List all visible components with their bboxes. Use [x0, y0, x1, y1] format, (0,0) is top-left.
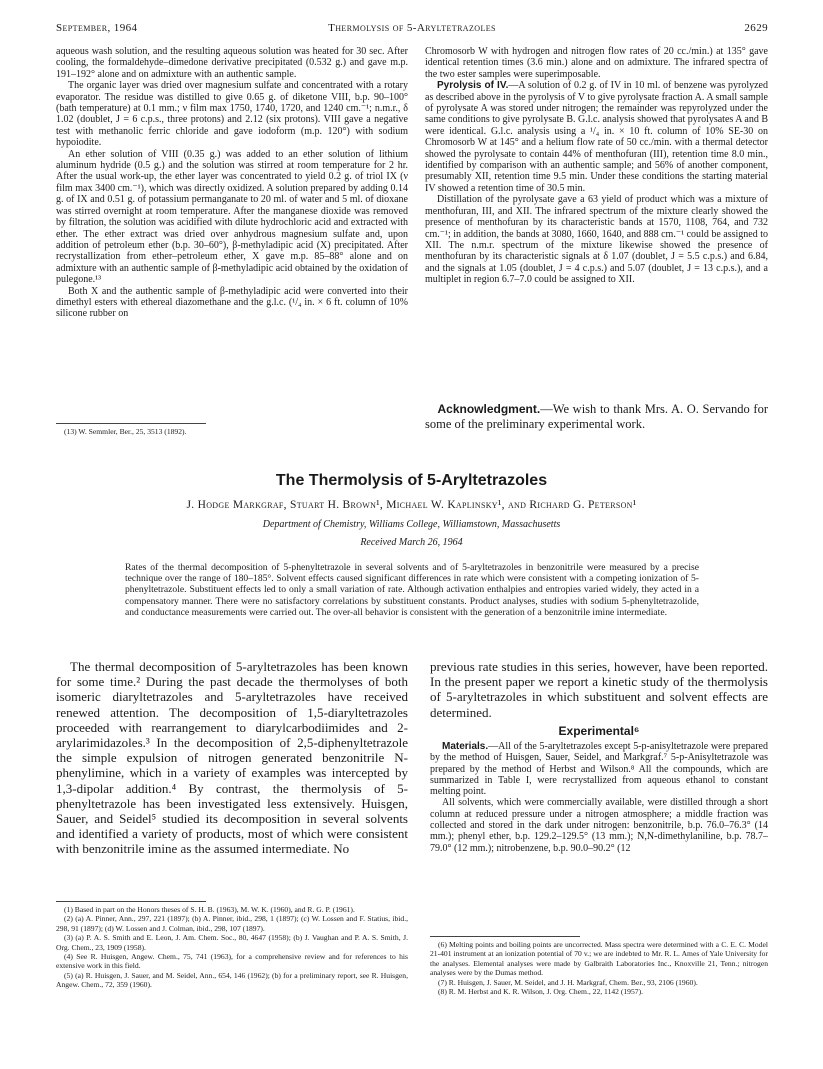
footnote — [56, 427, 408, 436]
paragraph: previous rate studies in this series, however, have been reported. In the present paper we report a kinetic study of the thermolysis of 5-aryltetrazoles in which substituent and solvent effects are determined. — [430, 659, 768, 720]
paragraph: All solvents, which were commercially available, were distilled through a short column at reduced pressure under a nitrogen atmosphere; a middle fraction was collected and stored in the dark under nitrogen: benzonitrile, b.p. 76.0–76.3° (14 mm.); phenyl ether, b.p. 129.2–129.5° (13 mm.); N,N-dimethylaniline, b.p. 78.7–79.0° (12 mm.); nitrobenzene, b.p. 90.0–90.2° (12 — [430, 797, 768, 854]
experimental-heading: Experimental⁶ — [558, 724, 640, 738]
abstract: Rates of the thermal decomposition of 5-phenyltetrazole in several solvents and of 5-aryltetrazoles in benzonitrile were measured by a precise technique over the range of 180–185°. Solvent effects caused significant differences in rate which were consistent with a competing ionization of 5-phenyltetrazole. Substituent effects led to only a small variation of rate. Although activation enthalpies and entropies varied widely, they acted in a compensatory manner. There were no satisfactory correlations by substituent constants. Product analyses, studies with sodium 5-phenyltetrazolide, and conductance measurements were carried out. The over-all behavior is consistent with the generation of a benzonitrile imine intermediate. — [125, 562, 699, 618]
footnote-13: (13) W. Semmler, Ber., 25, 3513 (1892). — [64, 427, 187, 436]
footnote-rule — [56, 423, 206, 424]
footnote-8: (8) R. M. Herbst and K. R. Wilson, J. Org. Chem., 22, 1142 (1957). — [438, 987, 643, 997]
footnote-6: (6) Melting points and boiling points are uncorrected. Mass spectra were determined with a C. E. C. Model 21-401 instrument at an ionization potential of 70 v.; we are indebted to Mr. R. L. Ames of Yale University for the analyses. Elemental analyses were made by Galbraith Laboratories Inc., Knoxville 21, Tenn.; nitrogen analyses were by the Dumas method. — [430, 940, 768, 978]
paragraph: Chromosorb W with hydrogen and nitrogen flow rates of 20 cc./min.) at 135° gave identical retention times (3.6 min.) alone and on admixture. The infrared spectra of the two ester samples were superimposable. — [425, 46, 768, 80]
section-lead: Materials. — [442, 741, 489, 752]
paragraph: An ether solution of VIII (0.35 g.) was added to an ether solution of lithium aluminum hydride (0.5 g.) and the solution was stirred at room temperature for 2 hr. After the usual work-up, the ether layer was concentrated to yield 0.2 g. of triol IX (ν film max 3400 cm.⁻¹), which was directly oxidized. A solution prepared by adding 0.14 g. of IX and 0.51 g. of potassium permanganate to 20 ml. of water and 5 ml. of dioxane was stirred overnight at room temperature. After the manganese dioxide was removed by filtration, the solution was acidified with dilute hydrochloric acid and extracted with ether. The ether extract was dried over anhydrous magnesium sulfate and, upon addition of petroleum ether (b.p. 30–60°), β-methyladipic acid (X) precipitated. After recrystallization from ether–petroleum ether, X gave m.p. 85–88° alone and on admixture with an authentic sample of β-methyladipic acid obtained by the oxidation of pulegone.¹³ — [56, 148, 408, 286]
paragraph: Both X and the authentic sample of β-methyladipic acid were converted into their dimethyl esters with ethereal diazomethane and the g.l.c. (¹/₄ in. × 6 ft. column of 10% silicone rubber on — [56, 285, 408, 320]
header-running-title: Thermolysis of 5-Aryltetrazoles — [328, 22, 496, 34]
running-header — [56, 22, 768, 38]
footnote-2: (2) (a) A. Pinner, Ann., 297, 221 (1897); (b) A. Pinner, ibid., 298, 1 (1897); (c) W. Lossen and F. Statius, ibid., 298, 91 (1897); (d) W. Lossen and J. Colman, ibid., 298, 107 (1897). — [56, 914, 408, 933]
paragraph-body: —A solution of 0.2 g. of IV in 10 ml. of benzene was pyrolyzed as described above in the pyrolysis of V to give pyrolysate fraction A. A small sample of pyrolysate A was stored under nitrogen; the remainder was repyrolyzed under the same conditions to give pyrolysate B. G.l.c. analysis showed that pyrolysates A and B were identical. G.l.c. analysis using a ¹/₄ in. × 10 ft. column of 10% SE-30 on Chromosorb W at 145° and a helium flow rate of 50 cc./min. with a thermal detector showed the pyrolysate to contain 44% of menthofuran (III), retention time 8.0 min., identified by comparison with an authentic sample; and 56% of another component, presumably XII, retention time 9.5 min. Under these conditions the starting material IV showed a retention time of 30.5 min. — [425, 80, 769, 194]
body-right-column — [430, 659, 768, 720]
paragraph — [430, 741, 768, 797]
paragraph: aqueous wash solution, and the resulting aqueous solution was heated for 30 sec. After cooling, the formaldehyde–dimedone derivative precipitated (0.532 g.) and gave m.p. 191–192° alone and on admixture with an authentic sample. — [56, 46, 408, 80]
paragraph: The organic layer was dried over magnesium sulfate and concentrated with a rotary evaporator. The residue was distilled to give 0.65 g. of diketone VIII, b.p. 90–100° (bath temperature) at 0.1 mm.; ν film max 1750, 1740, 1720, and 1240 cm.⁻¹; n.m.r., δ 1.02 (doublet, J = 6 c.p.s., three protons) and 2.12 (six protons). VIII gave a negative test with methanolic ferric chloride and gave iodoform (m.p. 120°) with sodium hypoiodite. — [56, 80, 408, 149]
footnote-1: (1) Based in part on the Honors theses of S. H. B. (1963), M. W. K. (1960), and R. G. P. (1961). — [64, 905, 355, 914]
acknowledgment — [425, 402, 768, 432]
experimental-section — [430, 741, 768, 854]
page-number: 2629 — [744, 22, 768, 34]
paragraph: Distillation of the pyrolysate gave a 63 yield of product which was a mixture of menthofuran, III, and XII. The infrared spectrum of the mixture clearly showed the presence of menthofuran by its characteristic bands at 1570, 1108, 764, and 732 cm.⁻¹; in addition, the bands at 3080, 1660, 1640, and 888 cm.⁻¹ could be assigned to XII. The n.m.r. spectrum of the mixture likewise showed the presence of menthofuran by its characteristic signals at δ 1.07 (doublet, J = 5.5 c.p.s.) and 6.84, and the signals at 1.05 (doublet, J = 4 c.p.s.) and 5.07 (doublet, J = 13 c.p.s.), and a multiplet in region 6.7–7.0 could be assigned to XII. — [425, 194, 768, 286]
footnotes-left — [56, 905, 408, 990]
paragraph — [425, 80, 768, 194]
article-authors: J. Hodge Markgraf, Stuart H. Brown¹, Michael W. Kaplinsky¹, and Richard G. Peterson¹ — [186, 499, 637, 511]
previous-article-right-column — [425, 46, 768, 286]
body-left-column — [56, 659, 408, 857]
section-lead: Pyrolysis of IV. — [437, 80, 509, 92]
paragraph-body: —All of the 5-aryltetrazoles except 5-p-anisyltetrazole were prepared by the method of Huisgen, Sauer, Seidel, and Markgraf.⁷ 5-p-Anisyltetrazole was prepared by the method of Herbst and Wilson.⁸ All the compounds, which are summarized in Table I, were recrystallized from aqueous ethanol to constant melting point. — [430, 741, 768, 798]
previous-article-left-column — [56, 46, 408, 320]
acknowledgment-lead: Acknowledgment. — [437, 402, 541, 416]
introduction-paragraph: The thermal decomposition of 5-aryltetrazoles has been known for some time.² During the past decade the thermolyses of both isomeric diaryltetrazoles and 5-aryltetrazoles have received renewed attention. The decomposition of 1,5-diaryltetrazoles proceeded with rearrangement to diarylcarbodiimides and 2-arylarimidazoles.³ In the decomposition of 2,5-diphenyltetrazole the simple expulsion of nitrogen generated benzonitrile N-phenylimine, which in a variety of examples was intercepted by 1,3-dipolar addition.⁴ By contrast, the thermolysis of 5-phenyltetrazole has been investigated less extensively. Huisgen, Sauer, and Seidel⁵ studied its decomposition in several solvents and identified a variety of products, most of which were consistent with benzonitrile imine as the assumed intermediate. No — [56, 659, 408, 857]
footnote-rule — [430, 936, 580, 937]
footnote-7: (7) R. Huisgen, J. Sauer, M. Seidel, and J. H. Markgraf, Chem. Ber., 93, 2106 (1960). — [438, 977, 698, 987]
header-date: September, 1964 — [56, 22, 138, 34]
footnote-4: (4) See R. Huisgen, Angew. Chem., 75, 741 (1963), for a comprehensive review and for references to his extensive work in this field. — [56, 952, 408, 971]
footnote-3: (3) (a) P. A. S. Smith and E. Leon, J. Am. Chem. Soc., 80, 4647 (1958); (b) J. Vaughan and P. A. S. Smith, J. Org. Chem., 23, 1909 (1958). — [56, 933, 408, 952]
footnotes-right — [430, 940, 768, 996]
footnote-rule — [56, 901, 206, 902]
author-affiliation: Department of Chemistry, Williams College, Williamstown, Massachusetts — [262, 519, 561, 530]
article-title: The Thermolysis of 5-Aryltetrazoles — [275, 472, 548, 489]
footnote-5: (5) (a) R. Huisgen, J. Sauer, and M. Seidel, Ann., 654, 146 (1962); (b) for a preliminary report, see R. Huisgen, Angew. Chem., 72, 359 (1960). — [56, 970, 408, 990]
acknowledgment-body: —We wish to thank Mrs. A. O. Servando for some of the preliminary experimental work. — [425, 402, 768, 431]
received-date: Received March 26, 1964 — [360, 537, 463, 548]
